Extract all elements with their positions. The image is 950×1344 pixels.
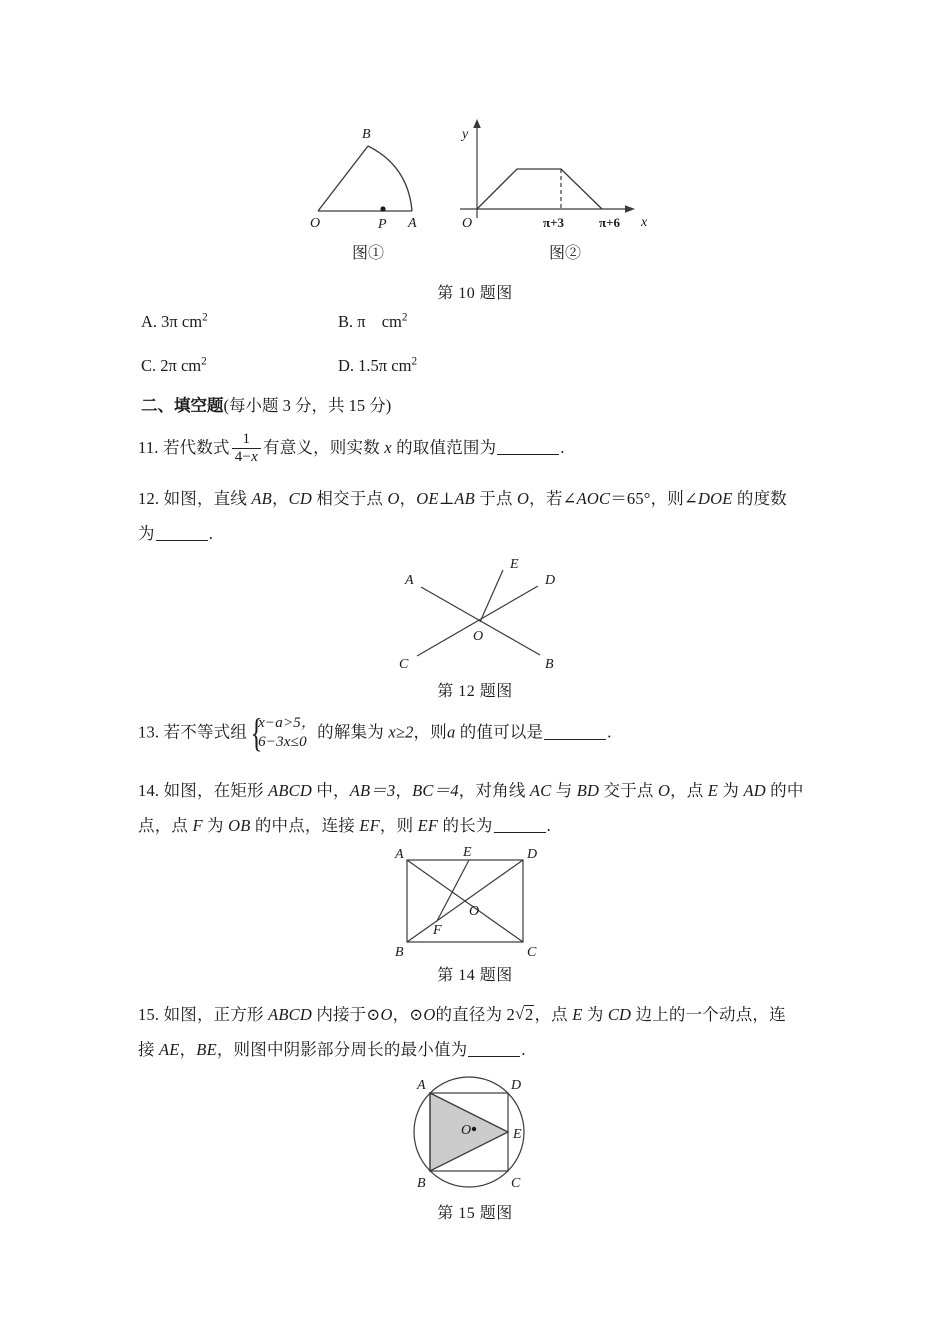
q13-text-before: 若不等式组 bbox=[163, 722, 248, 742]
q15-seg-ae: AE bbox=[159, 1040, 180, 1059]
question-15-figure-caption: 第 15 题图 bbox=[437, 1205, 513, 1222]
figure1-label-B: B bbox=[362, 127, 371, 142]
question-12-line-2: 为 . bbox=[138, 524, 214, 543]
q11-text-before: 若代数式 bbox=[162, 438, 230, 458]
q11-text-mid: 有意义，则实数 bbox=[263, 438, 380, 458]
q12-point-o1: O bbox=[387, 489, 400, 508]
q12-point-o2: O bbox=[517, 489, 530, 508]
q12-seg-oe: OE bbox=[416, 489, 439, 508]
q11-numerator: 1 bbox=[242, 431, 251, 447]
q14-text-a: 如图，在矩形 bbox=[163, 781, 264, 800]
q15-circle-o1: O bbox=[380, 1005, 393, 1024]
q14-figure-label-A: A bbox=[395, 847, 404, 862]
q15-figure-label-D: D bbox=[511, 1078, 522, 1093]
q15-figure-label-E: E bbox=[513, 1127, 522, 1142]
q15-figure-label-O: O bbox=[461, 1123, 472, 1138]
q15-text-a: 如图，正方形 bbox=[163, 1005, 264, 1024]
q13-inequality-1: x−a>5， bbox=[258, 715, 317, 731]
q12-text-c: 于点 bbox=[479, 489, 513, 508]
question-10-figures bbox=[0, 0, 950, 270]
figure-2-graph bbox=[455, 108, 655, 233]
q15-point-e: E bbox=[572, 1005, 583, 1024]
question-13: 13. 若不等式组 { x−a>5， 6−3x≤0 的解集为 x≥2，则a 的值可以是 . bbox=[138, 709, 612, 755]
q14-seg-ef-2: EF bbox=[417, 816, 439, 835]
option-b[interactable]: B. π $cm^2$ bbox=[338, 311, 408, 331]
q15-figure-label-B: B bbox=[417, 1176, 426, 1191]
figure2-label-O: O bbox=[462, 216, 473, 231]
q14-figure-label-O: O bbox=[469, 904, 480, 919]
q14-point-f: F bbox=[192, 816, 203, 835]
q14-figure-label-F: F bbox=[433, 923, 442, 938]
figure-1-caption: 图① bbox=[351, 245, 385, 262]
q12-figure-label-C: C bbox=[399, 657, 409, 672]
section-heading-fill-in-blank bbox=[141, 392, 391, 416]
option-row-2 bbox=[138, 356, 828, 390]
q13-inequality-system: { x−a>5， 6−3x≤0 bbox=[250, 709, 317, 755]
q12-figure-label-B: B bbox=[545, 657, 554, 672]
q11-period: . bbox=[560, 438, 565, 458]
q14-rect-abcd: ABCD bbox=[268, 781, 312, 800]
q14-diag-ac: AC bbox=[529, 781, 552, 800]
question-10-figure-caption: 第 10 题图 bbox=[437, 285, 513, 302]
q15-number: 15. bbox=[138, 1005, 160, 1024]
q14-point-e: E bbox=[707, 781, 719, 800]
q12-answer-blank[interactable] bbox=[156, 524, 208, 542]
figure1-label-O: O bbox=[310, 216, 321, 231]
q13-number: 13. bbox=[138, 722, 160, 742]
figure-1-sector bbox=[300, 108, 440, 233]
q15-circle-o2: O bbox=[423, 1005, 436, 1024]
q12-angle-aoc: AOC bbox=[576, 489, 611, 508]
q15-square-abcd: ABCD bbox=[268, 1005, 312, 1024]
figure1-label-A: A bbox=[408, 216, 417, 231]
q14-number: 14. bbox=[138, 781, 160, 800]
question-12-figure bbox=[385, 552, 575, 670]
question-15-line-2: 接 AE，BE，则图中阴影部分周长的最小值为 . bbox=[138, 1040, 526, 1059]
q11-var-x: x bbox=[384, 438, 392, 458]
q14-bc-length: BC＝4 bbox=[412, 781, 459, 800]
option-row-1 bbox=[138, 312, 828, 346]
section-title: 二、填空题 bbox=[141, 396, 224, 415]
q12-figure-label-A: A bbox=[405, 573, 414, 588]
question-12-figure-caption: 第 12 题图 bbox=[437, 683, 513, 700]
q13-answer-blank[interactable] bbox=[544, 722, 606, 740]
figure-2-caption: 图② bbox=[548, 245, 582, 262]
q15-sqrt: √ 2 bbox=[515, 1002, 534, 1028]
figure2-tick-pi-plus-3: π+3 bbox=[543, 215, 565, 230]
q15-figure-label-A: A bbox=[417, 1078, 426, 1093]
question-14-line-1: 14. 如图，在矩形 ABCD 中，AB＝3，BC＝4，对角线 AC 与 BD 交于点 O，点 E 为 AD 的中 bbox=[138, 781, 804, 800]
q12-seg-cd: CD bbox=[288, 489, 312, 508]
q11-text-after: 的取值范围为 bbox=[396, 438, 497, 458]
q14-answer-blank[interactable] bbox=[494, 816, 546, 834]
q12-figure-label-D: D bbox=[545, 573, 556, 588]
q14-ab-length: AB＝3 bbox=[349, 781, 396, 800]
q11-number: 11. bbox=[138, 438, 159, 458]
question-14-figure-caption: 第 14 题图 bbox=[437, 967, 513, 984]
q13-text-after: 的值可以是 bbox=[459, 722, 544, 742]
question-11 bbox=[138, 432, 838, 467]
option-d[interactable]: D. 1.5π $cm^2$ bbox=[338, 355, 418, 375]
q13-var-a: a bbox=[446, 722, 456, 742]
q12-seg-ab2: AB bbox=[454, 489, 475, 508]
q14-figure-label-C: C bbox=[527, 945, 537, 960]
q14-seg-ob: OB bbox=[228, 816, 251, 835]
q12-figure-label-E: E bbox=[510, 557, 519, 572]
section-note: (每小题 3 分，共 15 分) bbox=[223, 396, 392, 415]
q12-text-d: 的度数 bbox=[736, 489, 787, 508]
q12-angle-doe: DOE bbox=[698, 489, 733, 508]
figure2-tick-pi-plus-6: π+6 bbox=[599, 215, 621, 230]
option-c[interactable]: C. 2π $cm^2$ bbox=[141, 355, 207, 375]
q14-seg-ad: AD bbox=[743, 781, 766, 800]
option-a[interactable]: A. 3π $cm^2$ bbox=[141, 311, 208, 331]
figure1-label-P: P bbox=[378, 217, 387, 232]
q11-fraction bbox=[232, 431, 261, 466]
q13-inequality-2: 6−3x≤0 bbox=[258, 733, 307, 750]
q13-text-mid: 的解集为 bbox=[317, 722, 384, 742]
q11-answer-blank[interactable] bbox=[497, 438, 559, 456]
figure2-label-y: y bbox=[462, 127, 469, 142]
q12-seg-ab: AB bbox=[251, 489, 272, 508]
q15-seg-cd: CD bbox=[607, 1005, 632, 1024]
q12-number: 12. bbox=[138, 489, 160, 508]
question-15-figure bbox=[395, 1072, 555, 1194]
question-14-line-2: 点，点 F 为 OB 的中点，连接 EF，则 EF 的长为 . bbox=[138, 816, 551, 835]
figure2-label-x: x bbox=[641, 215, 648, 230]
q14-seg-ef-1: EF bbox=[359, 816, 380, 835]
question-10-options bbox=[138, 312, 828, 390]
q14-figure-label-B: B bbox=[395, 945, 404, 960]
q15-figure-label-C: C bbox=[511, 1176, 521, 1191]
q14-figure-label-D: D bbox=[527, 847, 538, 862]
q15-answer-blank[interactable] bbox=[468, 1040, 520, 1058]
q14-point-o: O bbox=[657, 781, 671, 800]
q14-figure-label-E: E bbox=[463, 845, 472, 860]
q11-denominator: 4−x bbox=[232, 448, 261, 466]
q12-text-line2: 为 bbox=[138, 524, 155, 543]
q13-solution-set: x≥2 bbox=[388, 722, 414, 742]
q15-seg-be: BE bbox=[196, 1040, 217, 1059]
question-14-figure bbox=[385, 842, 575, 960]
question-15-line-1: 15. 如图，正方形 ABCD 内接于⊙O，⊙O的直径为 2 √ 2，点 E 为 CD 边上的一个动点，连 bbox=[138, 1002, 838, 1028]
question-12-line-1: 12. 如图，直线 AB，CD 相交于点 O，OE⊥AB 于点 O，若∠AOC＝65°，则∠DOE 的度数 bbox=[138, 489, 787, 508]
q14-diag-bd: BD bbox=[576, 781, 600, 800]
q12-text-a: 如图，直线 bbox=[163, 489, 248, 508]
q12-text-b: 相交于点 bbox=[316, 489, 384, 508]
q12-figure-label-O: O bbox=[473, 629, 484, 644]
